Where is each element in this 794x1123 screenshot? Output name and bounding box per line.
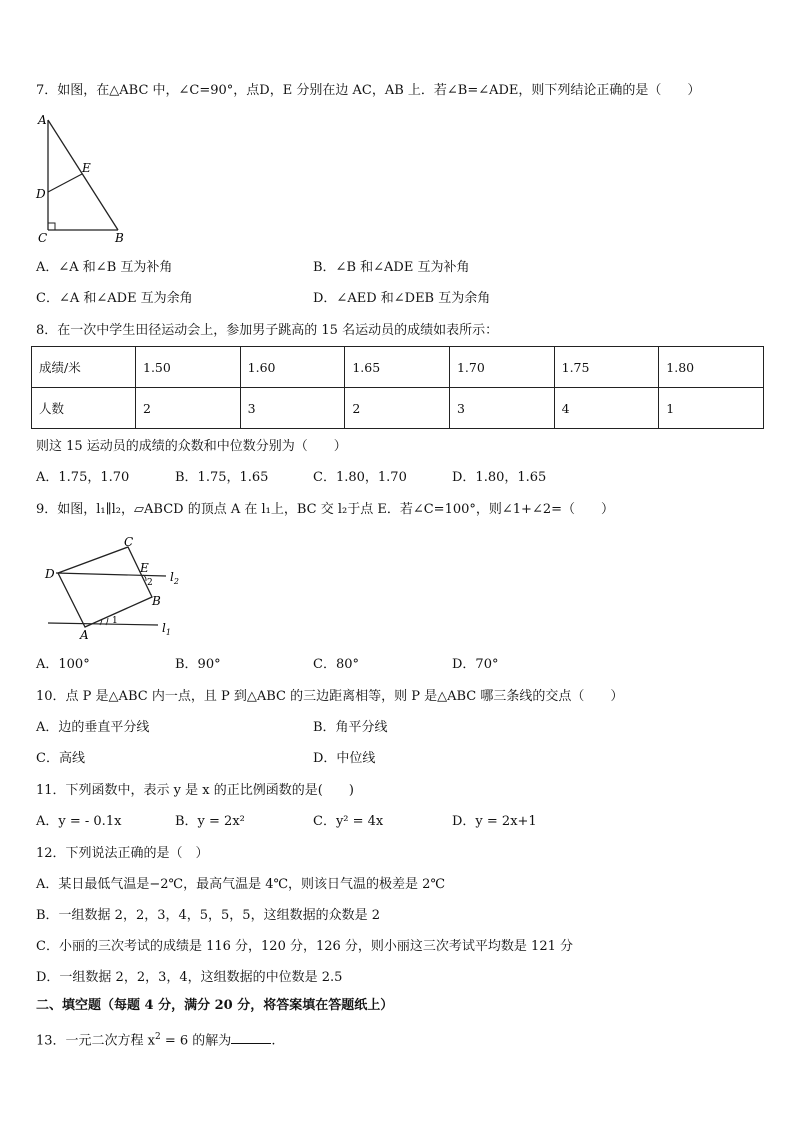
q11-option-d[interactable]: D．y = 2x+1 bbox=[452, 814, 537, 829]
q7-right-angle-mark bbox=[48, 223, 55, 230]
q12-option-c[interactable]: C．小丽的三次考试的成绩是 116 分，120 分，126 分，则小丽这三次考试平均数是 121 分 bbox=[36, 939, 573, 954]
q7-segment-de bbox=[48, 174, 82, 192]
q9-label-a: A bbox=[80, 628, 89, 642]
table-cell: 1.75 bbox=[554, 347, 659, 388]
q8-option-a[interactable]: A．1.75，1.70 bbox=[36, 470, 130, 485]
q7-option-c[interactable]: C．∠A 和∠ADE 互为余角 bbox=[36, 291, 193, 306]
q9-line-l2 bbox=[56, 573, 166, 576]
table-cell: 3 bbox=[240, 388, 345, 429]
q9-option-d[interactable]: D．70° bbox=[452, 657, 499, 672]
q7-figure bbox=[30, 112, 130, 246]
q12-option-a[interactable]: A．某日最低气温是−2℃，最高气温是 4℃，则该日气温的极差是 2℃ bbox=[36, 877, 445, 892]
q9-label-c: C bbox=[124, 535, 134, 549]
q9-option-b[interactable]: B．90° bbox=[175, 657, 221, 672]
q10-option-b[interactable]: B．角平分线 bbox=[313, 720, 388, 735]
q9-label-angle1: 1 bbox=[112, 616, 118, 626]
table-cell: 1.50 bbox=[136, 347, 241, 388]
q10-option-a[interactable]: A．边的垂直平分线 bbox=[36, 720, 150, 735]
q8-option-c[interactable]: C．1.80，1.70 bbox=[313, 470, 407, 485]
q9-label-b: B bbox=[152, 594, 161, 608]
q7-option-d[interactable]: D．∠AED 和∠DEB 互为余角 bbox=[313, 291, 491, 306]
table-cell: 人数 bbox=[32, 388, 136, 429]
q8-stem: 8．在一次中学生田径运动会上，参加男子跳高的 15 名运动员的成绩如表所示： bbox=[36, 323, 499, 338]
q9-label-angle2: 2 bbox=[147, 578, 153, 588]
q8-option-d[interactable]: D．1.80，1.65 bbox=[452, 470, 547, 485]
q7-stem: 7．如图，在△ABC 中，∠C=90°，点D，E 分别在边 AC，AB 上．若∠B=∠ADE，则下列结论正确的是（ ） bbox=[36, 83, 701, 98]
q10-stem: 10．点 P 是△ABC 内一点，且 P 到△ABC 的三边距离相等，则 P 是△ABC 哪三条线的交点（ ） bbox=[36, 689, 624, 704]
q11-stem: 11．下列函数中，表示 y 是 x 的正比例函数的是( ) bbox=[36, 783, 354, 798]
q8-question: 则这 15 运动员的成绩的众数和中位数分别为（ ） bbox=[36, 439, 347, 454]
table-cell: 1.65 bbox=[345, 347, 450, 388]
q13-stem-prefix: 13．一元二次方程 x bbox=[36, 1033, 156, 1049]
q7-option-a[interactable]: A．∠A 和∠B 互为补角 bbox=[36, 260, 173, 275]
table-cell: 1 bbox=[659, 388, 764, 429]
table-row bbox=[32, 347, 764, 388]
q11-option-c[interactable]: C．y² = 4x bbox=[313, 814, 384, 829]
table-row bbox=[32, 388, 764, 429]
q7-side-ab bbox=[48, 120, 118, 230]
q9-figure bbox=[42, 535, 192, 645]
q9-option-a[interactable]: A．100° bbox=[36, 657, 90, 672]
q9-label-e: E bbox=[140, 561, 149, 575]
q9-label-l1: $l_1$ bbox=[162, 621, 171, 637]
q13-stem-suffix: . bbox=[271, 1033, 276, 1049]
q10-option-d[interactable]: D．中位线 bbox=[313, 751, 376, 766]
table-cell: 1.60 bbox=[240, 347, 345, 388]
table-cell: 2 bbox=[345, 388, 450, 429]
table-cell: 2 bbox=[136, 388, 241, 429]
q10-option-c[interactable]: C．高线 bbox=[36, 751, 85, 766]
q7-label-a: A bbox=[38, 113, 47, 127]
q12-stem: 12．下列说法正确的是（ ） bbox=[36, 846, 209, 861]
q12-option-d[interactable]: D．一组数据 2，2，3，4，这组数据的中位数是 2.5 bbox=[36, 970, 343, 985]
q11-option-a[interactable]: A．y = - 0.1x bbox=[36, 814, 122, 829]
q9-line-l1 bbox=[48, 623, 158, 625]
q13-exponent: 2 bbox=[155, 1032, 161, 1042]
table-cell: 1.70 bbox=[449, 347, 554, 388]
q9-option-c[interactable]: C．80° bbox=[313, 657, 359, 672]
q9-stem: 9．如图，l₁∥l₂，▱ABCD 的顶点 A 在 l₁上，BC 交 l₂于点 E．若∠C=100°，则∠1+∠2=（ ） bbox=[36, 502, 615, 517]
table-cell: 4 bbox=[554, 388, 659, 429]
q7-option-b[interactable]: B．∠B 和∠ADE 互为补角 bbox=[313, 260, 470, 275]
q8-option-b[interactable]: B．1.75，1.65 bbox=[175, 470, 269, 485]
q9-label-d: D bbox=[45, 567, 55, 581]
q9-label-l2: $l_2$ bbox=[170, 570, 179, 586]
q7-label-c: C bbox=[38, 231, 48, 245]
table-cell: 1.80 bbox=[659, 347, 764, 388]
q7-label-d: D bbox=[36, 187, 46, 201]
section2-title: 二、填空题（每题 4 分，满分 20 分，将答案填在答题纸上） bbox=[36, 998, 394, 1013]
q8-score-table bbox=[31, 346, 764, 429]
q13-stem-mid: = 6 的解为 bbox=[160, 1033, 232, 1049]
table-cell: 成绩/米 bbox=[32, 347, 136, 388]
q11-option-b[interactable]: B．y = 2x² bbox=[175, 814, 245, 829]
q7-label-e: E bbox=[82, 161, 91, 175]
q7-label-b: B bbox=[115, 231, 124, 245]
table-cell: 3 bbox=[449, 388, 554, 429]
q9-parallelogram bbox=[58, 547, 152, 627]
q13-stem bbox=[36, 1028, 275, 1050]
q12-option-b[interactable]: B．一组数据 2，2，3，4，5，5，5，这组数据的众数是 2 bbox=[36, 908, 380, 923]
q13-answer-blank[interactable] bbox=[231, 1031, 271, 1044]
